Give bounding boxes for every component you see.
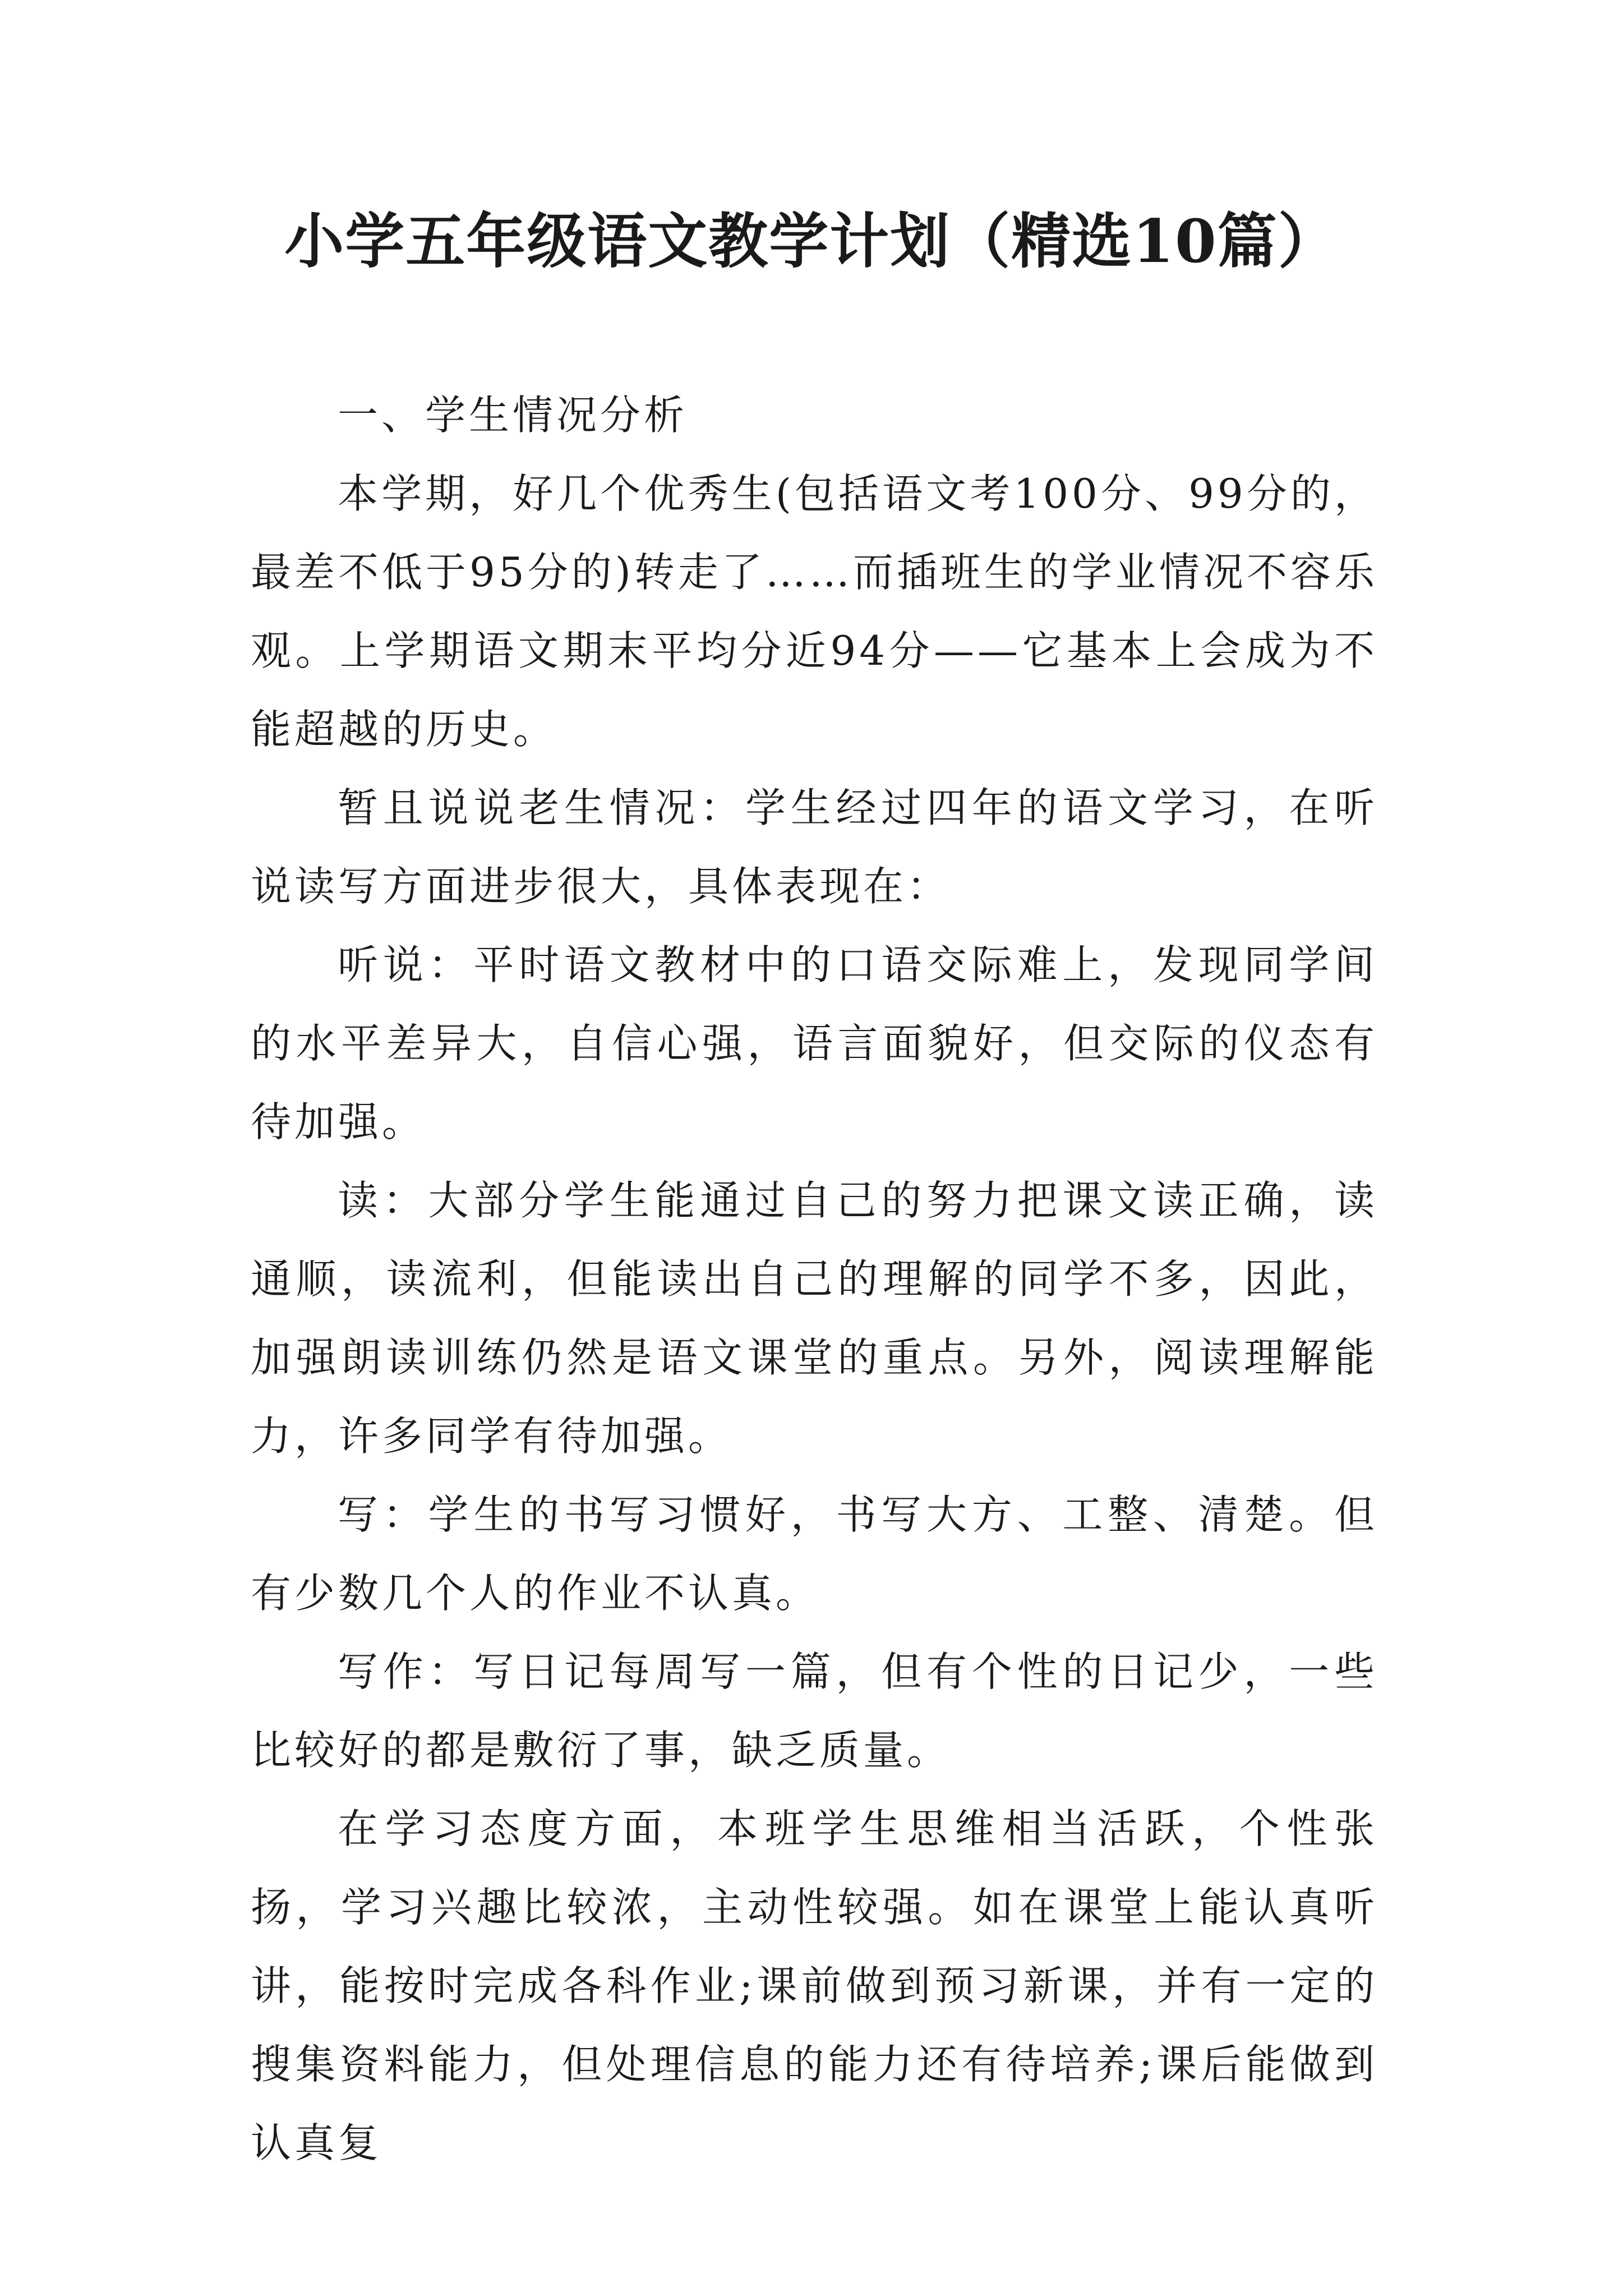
paragraph-composition: 写作：写日记每周写一篇，但有个性的日记少，一些比较好的都是敷衍了事，缺乏质量。 <box>251 1648 1378 1774</box>
paragraph-writing-handwriting: 写：学生的书写习惯好，书写大方、工整、清楚。但有少数几个人的作业不认真。 <box>251 1491 1378 1617</box>
document-title: 小学五年级语文教学计划（精选10篇） <box>284 206 1339 276</box>
paragraph-learning-attitude: 在学习态度方面，本班学生思维相当活跃，个性张扬，学习兴趣比较浓，主动性较强。如在课堂上能认真听讲，能按时完成各科作业;课前做到预习新课，并有一定的搜集资料能力，但处理信息的能力还有待培养;课后能做到认真复 <box>251 1805 1378 2166</box>
document-body <box>251 376 1378 2182</box>
paragraph-semester-overview: 本学期，好几个优秀生(包括语文考100分、99分的，最差不低于95分的)转走了……而插班生的学业情况不容乐观。上学期语文期末平均分近94分——它基本上会成为不能超越的历史。 <box>251 470 1378 753</box>
paragraph-reading: 读：大部分学生能通过自己的努力把课文读正确，读通顺，读流利，但能读出自己的理解的同学不多，因此，加强朗读训练仍然是语文课堂的重点。另外，阅读理解能力，许多同学有待加强。 <box>251 1177 1378 1460</box>
section-heading-student-analysis: 一、学生情况分析 <box>338 392 688 439</box>
paragraph-listening-speaking: 听说：平时语文教材中的口语交际难上，发现同学间的水平差异大，自信心强，语言面貌好，但交际的仪态有待加强。 <box>251 941 1378 1145</box>
paragraph-old-students: 暂且说说老生情况：学生经过四年的语文学习，在听说读写方面进步很大，具体表现在： <box>251 784 1378 910</box>
